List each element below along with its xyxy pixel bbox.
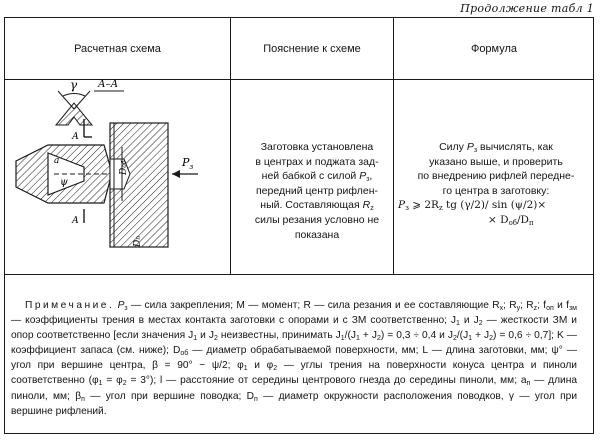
continuation-label: Продолжение табл 1	[460, 2, 594, 15]
note-paragraph: Примечание. $P_з$ — сила закрепления; M — момент; R — сила резания и ее составляющие $R_x$; $R_y$; $R_z$; $f_{оп}$ и $f_{зм}$ — коэффициенты трения в местах контакта заготовки с опорами и с ЗМ соответственно; $J_1$ и $J_2$ — жесткости ЗМ и опор соответственно [если значения $J_1$ и $J_2$ неизвестны, принимать $J_1/(J_1 + J_2) = 0,3 \div 0,4$ и $J_2/(J_1 + J_2) = 0,6 \div 0,7$]; K — коэффициент запаса (см. ниже); $D_{об}$ — диаметр обрабатываемой поверхности, мм; L — длина заготовки, мм; ψ° — угол при вершине центра, β = 90° − ψ/2; $\varphi_1$ и $\varphi_2$ — углы трения на поверхности конуса центра и пиноли соответственно $(\varphi_1 = \varphi_2 = 3^\circ)$; l — расстояние от середины центрового гнезда до середины пиноли, мм; $a_п$ — длина пиноли, мм; $\beta_п$ — угол при вершине поводка; $D_п$ — диаметр окружности расположения поводков, γ — угол при вершине рифлений.	[11, 300, 578, 417]
groove-section	[56, 103, 92, 125]
svg-text:А: А	[72, 216, 79, 226]
force-label: $P_з$	[182, 156, 194, 171]
note-divider	[5, 274, 593, 275]
formula-text: Силу $P_з$ вычислять, как указано выше, и проверить по внедрению рифлей передне- го центра в заготовку: $P_з$ ⩾ $2R_z$ tg (γ/2)/ sin (ψ/2)× × $D_{об}/D_п$	[398, 140, 594, 228]
dob-label: Dоб	[119, 160, 129, 175]
header-explanation: Пояснение к схеме	[263, 42, 361, 55]
gamma-label: γ	[70, 78, 78, 92]
header-scheme: Расчетная схема	[74, 42, 161, 55]
svg-text:а: а	[54, 156, 60, 166]
header-formula: Формула	[470, 42, 518, 55]
svg-text:А: А	[72, 132, 79, 142]
section-label: А–А	[98, 79, 119, 90]
calculation-scheme-diagram	[14, 63, 214, 251]
dp-label: Dп	[133, 235, 143, 247]
explanation-text: Заготовка установлена в центрах и поджата зад- ней бабкой с силой $P_з$, передний центр рифлен- ный. Составляющая $R_z$ силы резания условно не показана	[254, 141, 380, 241]
formula-equation: $P_з$ ⩾ $2R_z$ tg (γ/2)/ sin (ψ/2)×	[398, 199, 547, 213]
psi-label: ψ	[60, 177, 68, 188]
